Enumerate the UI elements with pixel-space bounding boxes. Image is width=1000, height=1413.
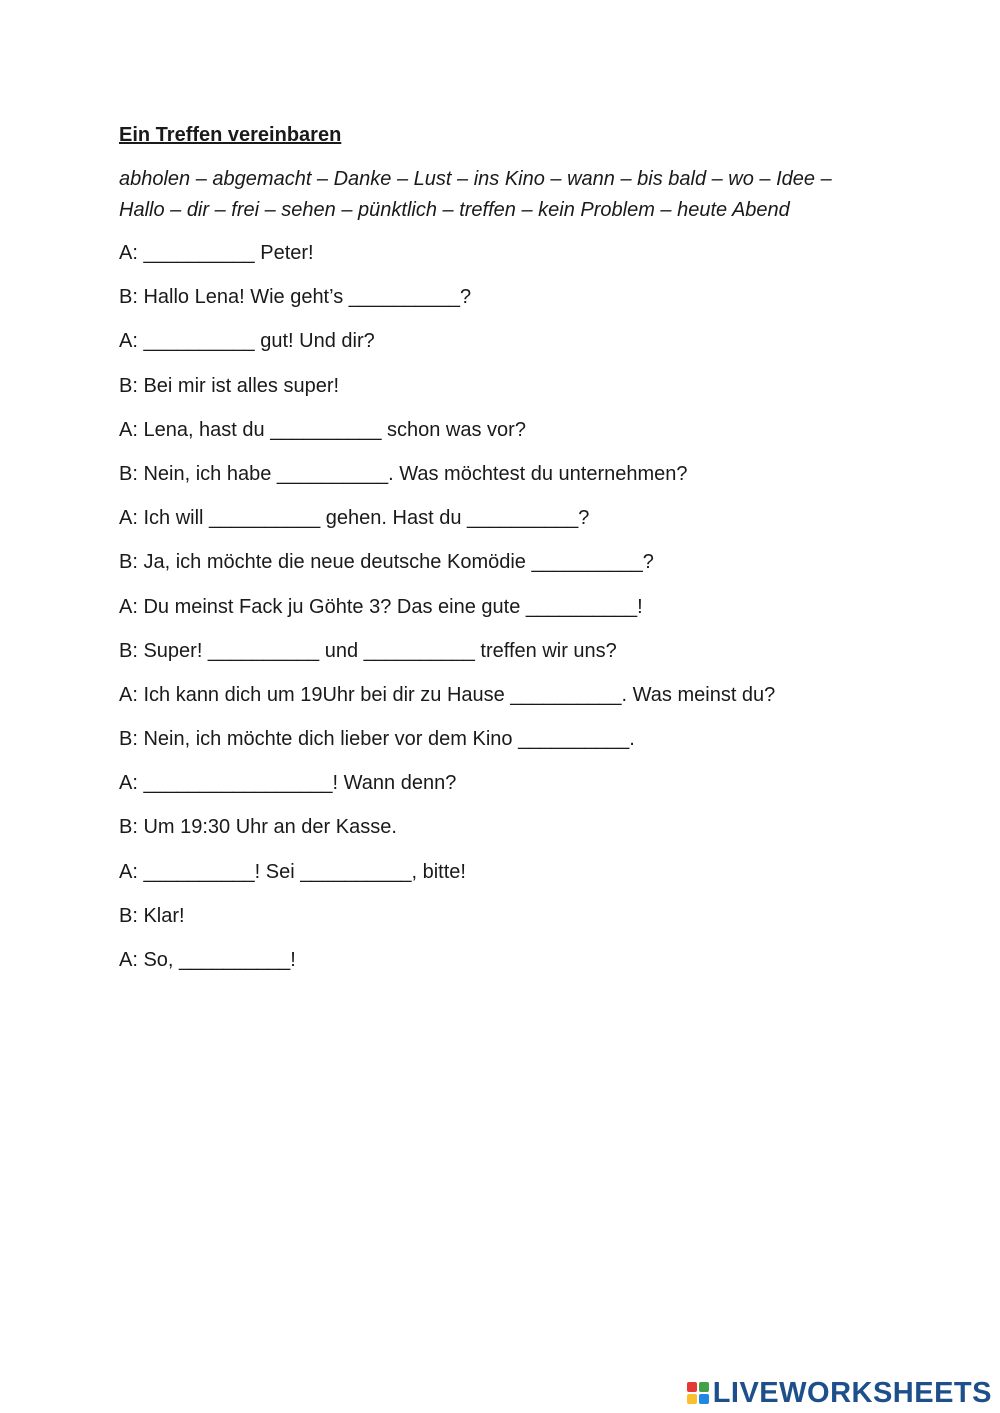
logo-square xyxy=(687,1394,697,1404)
dialogue xyxy=(119,240,919,991)
dialogue-line: A: Ich kann dich um 19Uhr bei dir zu Hause __________. Was meinst du? xyxy=(119,683,776,706)
word-bank-line: abholen – abgemacht – Danke – Lust – ins Kino – wann – bis bald – wo – Idee – xyxy=(119,168,832,190)
dialogue-line: A: __________ Peter! xyxy=(119,242,314,264)
word-bank-line: Hallo – dir – frei – sehen – pünktlich – treffen – kein Problem – heute Abend xyxy=(119,199,790,221)
dialogue-line: B: Nein, ich habe __________. Was möchtest du unternehmen? xyxy=(119,462,688,485)
dialogue-line: B: Klar! xyxy=(119,904,185,927)
logo-mark-icon xyxy=(687,1382,709,1404)
dialogue-line: A: _________________! Wann denn? xyxy=(119,772,457,795)
dialogue-line: B: Nein, ich möchte dich lieber vor dem Kino __________. xyxy=(119,728,635,751)
dialogue-line: A: __________ gut! Und dir? xyxy=(119,330,375,353)
dialogue-line: B: Super! __________ und __________ treffen wir uns? xyxy=(119,639,617,662)
dialogue-line: A: So, __________! xyxy=(119,949,296,971)
liveworksheets-logo[interactable] xyxy=(687,1376,992,1410)
logo-square xyxy=(687,1382,697,1392)
word-bank xyxy=(119,164,889,226)
logo-square xyxy=(699,1394,709,1404)
logo-text: LIVEWORKSHEETS xyxy=(712,1376,992,1409)
dialogue-line: B: Bei mir ist alles super! xyxy=(119,374,340,397)
dialogue-line: B: Hallo Lena! Wie geht’s __________? xyxy=(119,286,472,309)
dialogue-line: A: __________! Sei __________, bitte! xyxy=(119,860,466,883)
dialogue-line: A: Lena, hast du __________ schon was vor? xyxy=(119,418,526,441)
dialogue-line: A: Du meinst Fack ju Göhte 3? Das eine gute __________! xyxy=(119,595,643,618)
worksheet-title: Ein Treffen vereinbaren xyxy=(119,124,342,146)
dialogue-line: B: Ja, ich möchte die neue deutsche Komödie __________? xyxy=(119,551,654,574)
logo-square xyxy=(699,1382,709,1392)
dialogue-line: B: Um 19:30 Uhr an der Kasse. xyxy=(119,816,397,839)
dialogue-line: A: Ich will __________ gehen. Hast du __________? xyxy=(119,507,590,530)
